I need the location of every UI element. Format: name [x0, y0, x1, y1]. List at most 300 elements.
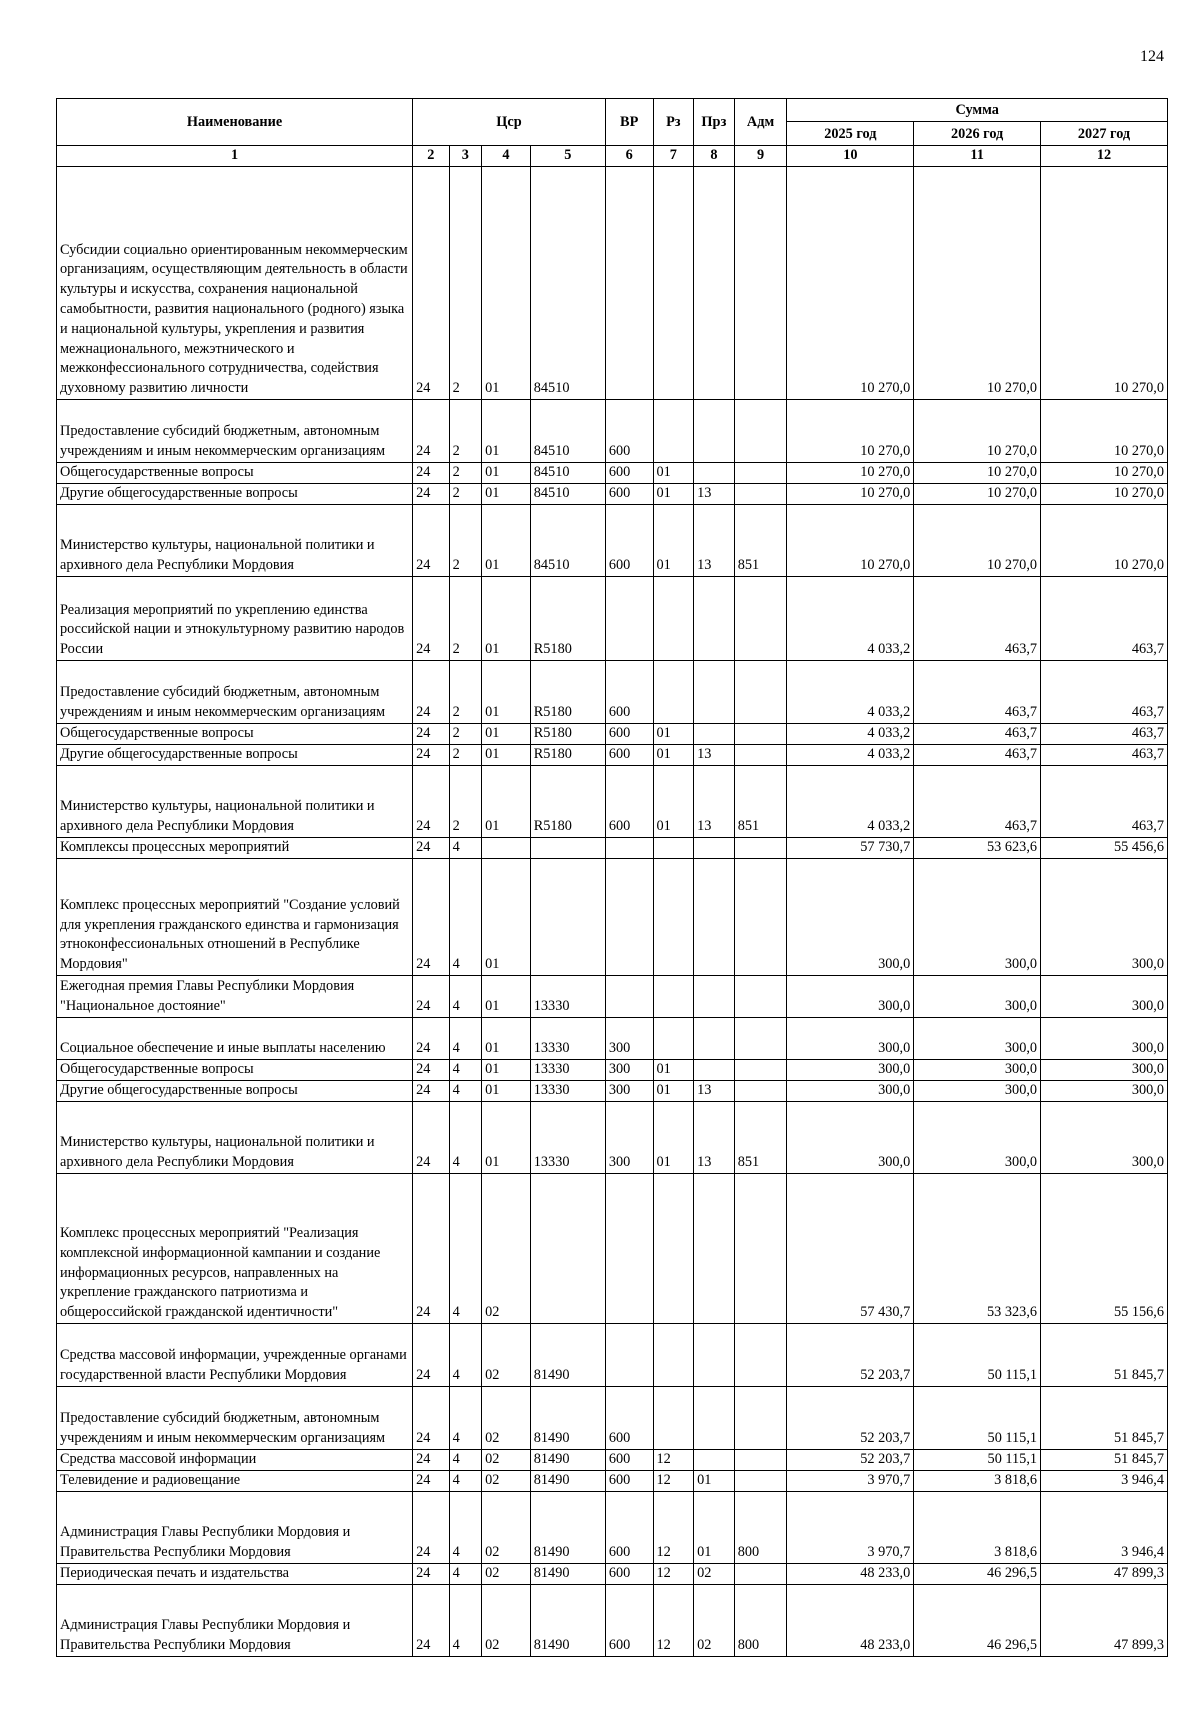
- csr-code-4: 01: [482, 484, 531, 505]
- csr-code-3: 4: [449, 1060, 481, 1081]
- csr-code-2: 24: [413, 1081, 450, 1102]
- csr-code-5: 81490: [530, 1450, 605, 1471]
- csr-code-4: 01: [482, 724, 531, 745]
- adm-code: 800: [734, 1492, 787, 1564]
- csr-code-5: 81490: [530, 1387, 605, 1450]
- csr-code-3: 2: [449, 167, 481, 400]
- adm-code: [734, 859, 787, 976]
- vr-code: 600: [605, 766, 653, 838]
- csr-code-4: 02: [482, 1450, 531, 1471]
- prz-code: [694, 976, 735, 1018]
- csr-code-3: 2: [449, 724, 481, 745]
- table-row: [57, 577, 1168, 661]
- amount-2026: 463,7: [914, 745, 1041, 766]
- amount-2025: 300,0: [787, 859, 914, 976]
- amount-2027: 3 946,4: [1041, 1471, 1168, 1492]
- amount-2026: 300,0: [914, 859, 1041, 976]
- amount-2025: 10 270,0: [787, 484, 914, 505]
- rz-code: [653, 859, 694, 976]
- prz-code: 02: [694, 1564, 735, 1585]
- adm-code: [734, 167, 787, 400]
- row-name: Общегосударственные вопросы: [57, 1060, 413, 1081]
- table-row: [57, 1081, 1168, 1102]
- amount-2027: 10 270,0: [1041, 505, 1168, 577]
- row-name: Реализация мероприятий по укреплению единства российской нации и этнокультурному развитию народов России: [57, 577, 413, 661]
- prz-code: 13: [694, 484, 735, 505]
- csr-code-3: 2: [449, 484, 481, 505]
- vr-code: 600: [605, 724, 653, 745]
- amount-2025: 48 233,0: [787, 1585, 914, 1657]
- adm-code: [734, 661, 787, 724]
- adm-code: [734, 400, 787, 463]
- table-row: [57, 463, 1168, 484]
- amount-2027: 10 270,0: [1041, 167, 1168, 400]
- csr-code-4: 01: [482, 577, 531, 661]
- csr-code-5: [530, 838, 605, 859]
- csr-code-3: 4: [449, 1585, 481, 1657]
- row-name: Министерство культуры, национальной политики и архивного дела Республики Мордовия: [57, 1102, 413, 1174]
- column-number: 11: [914, 146, 1041, 167]
- row-name: Телевидение и радиовещание: [57, 1471, 413, 1492]
- csr-code-2: 24: [413, 463, 450, 484]
- adm-code: [734, 724, 787, 745]
- csr-code-4: 02: [482, 1564, 531, 1585]
- csr-code-5: R5180: [530, 577, 605, 661]
- csr-code-2: 24: [413, 1450, 450, 1471]
- csr-code-3: 2: [449, 766, 481, 838]
- vr-code: [605, 859, 653, 976]
- column-number: 7: [653, 146, 694, 167]
- vr-code: 300: [605, 1018, 653, 1060]
- amount-2027: 300,0: [1041, 1081, 1168, 1102]
- csr-code-5: 84510: [530, 167, 605, 400]
- rz-code: 01: [653, 463, 694, 484]
- csr-code-5: [530, 1174, 605, 1324]
- amount-2026: 300,0: [914, 976, 1041, 1018]
- prz-code: 02: [694, 1585, 735, 1657]
- vr-code: 300: [605, 1102, 653, 1174]
- vr-code: [605, 1174, 653, 1324]
- row-name: Периодическая печать и издательства: [57, 1564, 413, 1585]
- amount-2025: 4 033,2: [787, 766, 914, 838]
- adm-code: 851: [734, 1102, 787, 1174]
- amount-2025: 10 270,0: [787, 400, 914, 463]
- table-row: [57, 766, 1168, 838]
- table-row: [57, 1174, 1168, 1324]
- amount-2026: 46 296,5: [914, 1564, 1041, 1585]
- csr-code-5: 81490: [530, 1492, 605, 1564]
- vr-code: 600: [605, 1564, 653, 1585]
- header-adm: Адм: [734, 99, 787, 146]
- csr-code-5: [530, 859, 605, 976]
- csr-code-3: 4: [449, 1018, 481, 1060]
- rz-code: [653, 838, 694, 859]
- csr-code-3: 2: [449, 661, 481, 724]
- column-number: 8: [694, 146, 735, 167]
- header-prz: Прз: [694, 99, 735, 146]
- amount-2027: 55 156,6: [1041, 1174, 1168, 1324]
- prz-code: [694, 724, 735, 745]
- csr-code-2: 24: [413, 976, 450, 1018]
- row-name: Комплексы процессных мероприятий: [57, 838, 413, 859]
- vr-code: [605, 838, 653, 859]
- prz-code: [694, 661, 735, 724]
- amount-2027: 51 845,7: [1041, 1324, 1168, 1387]
- csr-code-3: 4: [449, 859, 481, 976]
- csr-code-4: 01: [482, 1018, 531, 1060]
- amount-2025: 3 970,7: [787, 1471, 914, 1492]
- amount-2027: 47 899,3: [1041, 1564, 1168, 1585]
- csr-code-2: 24: [413, 1492, 450, 1564]
- amount-2026: 10 270,0: [914, 505, 1041, 577]
- table-row: [57, 838, 1168, 859]
- rz-code: [653, 400, 694, 463]
- amount-2027: 463,7: [1041, 577, 1168, 661]
- amount-2025: 3 970,7: [787, 1492, 914, 1564]
- adm-code: [734, 463, 787, 484]
- amount-2025: 10 270,0: [787, 505, 914, 577]
- csr-code-2: 24: [413, 1102, 450, 1174]
- amount-2025: 10 270,0: [787, 463, 914, 484]
- rz-code: 01: [653, 1081, 694, 1102]
- amount-2027: 47 899,3: [1041, 1585, 1168, 1657]
- amount-2027: 10 270,0: [1041, 400, 1168, 463]
- vr-code: 600: [605, 505, 653, 577]
- adm-code: [734, 976, 787, 1018]
- header-year-2027: 2027 год: [1041, 122, 1168, 146]
- csr-code-3: 4: [449, 1564, 481, 1585]
- table-row: [57, 1450, 1168, 1471]
- header-sum: Сумма: [787, 99, 1168, 122]
- rz-code: 12: [653, 1471, 694, 1492]
- csr-code-5: 81490: [530, 1471, 605, 1492]
- prz-code: [694, 1450, 735, 1471]
- csr-code-3: 2: [449, 745, 481, 766]
- csr-code-5: R5180: [530, 766, 605, 838]
- rz-code: 01: [653, 745, 694, 766]
- prz-code: [694, 1387, 735, 1450]
- amount-2025: 52 203,7: [787, 1387, 914, 1450]
- csr-code-2: 24: [413, 167, 450, 400]
- csr-code-2: 24: [413, 766, 450, 838]
- header-csr: Цср: [413, 99, 606, 146]
- adm-code: [734, 1324, 787, 1387]
- table-row: [57, 1387, 1168, 1450]
- amount-2026: 300,0: [914, 1060, 1041, 1081]
- prz-code: 01: [694, 1471, 735, 1492]
- amount-2025: 52 203,7: [787, 1324, 914, 1387]
- header-year-2025: 2025 год: [787, 122, 914, 146]
- table-row: [57, 1102, 1168, 1174]
- header-rz: Рз: [653, 99, 694, 146]
- csr-code-5: 84510: [530, 505, 605, 577]
- prz-code: [694, 859, 735, 976]
- csr-code-3: 2: [449, 577, 481, 661]
- vr-code: 600: [605, 1471, 653, 1492]
- adm-code: [734, 745, 787, 766]
- csr-code-3: 4: [449, 1387, 481, 1450]
- row-name: Предоставление субсидий бюджетным, автономным учреждениям и иным некоммерческим организациям: [57, 400, 413, 463]
- vr-code: 300: [605, 1081, 653, 1102]
- amount-2026: 3 818,6: [914, 1471, 1041, 1492]
- amount-2025: 300,0: [787, 1018, 914, 1060]
- column-number: 5: [530, 146, 605, 167]
- row-name: Предоставление субсидий бюджетным, автономным учреждениям и иным некоммерческим организациям: [57, 661, 413, 724]
- column-number: 1: [57, 146, 413, 167]
- csr-code-5: 84510: [530, 484, 605, 505]
- row-name: Комплекс процессных мероприятий "Реализация комплексной информационной кампании и создание информационных ресурсов, направленных на укрепление гражданского патриотизма и общероссийской гражданской идентичности": [57, 1174, 413, 1324]
- rz-code: 12: [653, 1450, 694, 1471]
- amount-2027: 300,0: [1041, 1018, 1168, 1060]
- prz-code: [694, 400, 735, 463]
- csr-code-3: 4: [449, 838, 481, 859]
- prz-code: 13: [694, 1081, 735, 1102]
- row-name: Администрация Главы Республики Мордовия и Правительства Республики Мордовия: [57, 1585, 413, 1657]
- amount-2027: 10 270,0: [1041, 463, 1168, 484]
- amount-2027: 51 845,7: [1041, 1387, 1168, 1450]
- amount-2027: 463,7: [1041, 745, 1168, 766]
- csr-code-4: 02: [482, 1585, 531, 1657]
- prz-code: 01: [694, 1492, 735, 1564]
- amount-2025: 57 430,7: [787, 1174, 914, 1324]
- csr-code-3: 4: [449, 1324, 481, 1387]
- csr-code-2: 24: [413, 577, 450, 661]
- adm-code: [734, 484, 787, 505]
- vr-code: [605, 1324, 653, 1387]
- csr-code-3: 2: [449, 400, 481, 463]
- amount-2025: 48 233,0: [787, 1564, 914, 1585]
- csr-code-2: 24: [413, 661, 450, 724]
- budget-table: [56, 98, 1168, 1657]
- csr-code-5: 13330: [530, 1081, 605, 1102]
- adm-code: [734, 838, 787, 859]
- csr-code-2: 24: [413, 1174, 450, 1324]
- rz-code: 12: [653, 1585, 694, 1657]
- row-name: Средства массовой информации, учрежденные органами государственной власти Республики Мордовия: [57, 1324, 413, 1387]
- table-row: [57, 505, 1168, 577]
- rz-code: 12: [653, 1564, 694, 1585]
- csr-code-3: 4: [449, 1081, 481, 1102]
- prz-code: 13: [694, 1102, 735, 1174]
- prz-code: [694, 577, 735, 661]
- adm-code: [734, 1018, 787, 1060]
- amount-2026: 53 623,6: [914, 838, 1041, 859]
- amount-2027: 300,0: [1041, 976, 1168, 1018]
- csr-code-4: 02: [482, 1471, 531, 1492]
- row-name: Ежегодная премия Главы Республики Мордовия "Национальное достояние": [57, 976, 413, 1018]
- amount-2026: 10 270,0: [914, 463, 1041, 484]
- csr-code-4: 01: [482, 661, 531, 724]
- csr-code-5: R5180: [530, 661, 605, 724]
- rz-code: 01: [653, 724, 694, 745]
- rz-code: 01: [653, 1060, 694, 1081]
- csr-code-5: 84510: [530, 400, 605, 463]
- adm-code: [734, 1564, 787, 1585]
- amount-2026: 50 115,1: [914, 1450, 1041, 1471]
- amount-2027: 300,0: [1041, 859, 1168, 976]
- amount-2025: 4 033,2: [787, 577, 914, 661]
- table-row: [57, 724, 1168, 745]
- prz-code: 13: [694, 505, 735, 577]
- csr-code-4: 02: [482, 1492, 531, 1564]
- row-name: Социальное обеспечение и иные выплаты населению: [57, 1018, 413, 1060]
- row-name: Предоставление субсидий бюджетным, автономным учреждениям и иным некоммерческим организациям: [57, 1387, 413, 1450]
- amount-2027: 51 845,7: [1041, 1450, 1168, 1471]
- adm-code: 851: [734, 766, 787, 838]
- row-name: Министерство культуры, национальной политики и архивного дела Республики Мордовия: [57, 766, 413, 838]
- table-row: [57, 976, 1168, 1018]
- adm-code: [734, 1081, 787, 1102]
- amount-2026: 463,7: [914, 661, 1041, 724]
- amount-2026: 50 115,1: [914, 1387, 1041, 1450]
- adm-code: 851: [734, 505, 787, 577]
- csr-code-2: 24: [413, 484, 450, 505]
- table-body: [57, 167, 1168, 1657]
- table-row: [57, 484, 1168, 505]
- csr-code-2: 24: [413, 505, 450, 577]
- csr-code-2: 24: [413, 400, 450, 463]
- rz-code: 01: [653, 1102, 694, 1174]
- prz-code: 13: [694, 766, 735, 838]
- table-row: [57, 859, 1168, 976]
- table-row: [57, 1564, 1168, 1585]
- amount-2026: 300,0: [914, 1018, 1041, 1060]
- csr-code-3: 4: [449, 976, 481, 1018]
- csr-code-2: 24: [413, 1018, 450, 1060]
- csr-code-5: 13330: [530, 1060, 605, 1081]
- csr-code-4: 01: [482, 1102, 531, 1174]
- csr-code-4: 02: [482, 1387, 531, 1450]
- prz-code: [694, 1324, 735, 1387]
- csr-code-2: 24: [413, 1585, 450, 1657]
- amount-2026: 463,7: [914, 766, 1041, 838]
- amount-2026: 10 270,0: [914, 400, 1041, 463]
- table-row: [57, 661, 1168, 724]
- rz-code: 01: [653, 505, 694, 577]
- column-number: 3: [449, 146, 481, 167]
- vr-code: 600: [605, 1387, 653, 1450]
- column-number-row: [57, 146, 1168, 167]
- table-row: [57, 1471, 1168, 1492]
- row-name: Субсидии социально ориентированным некоммерческим организациям, осуществляющим деятельность в области культуры и искусства, сохранения национальной самобытности, развития национального (родного) языка и национальной культуры, укрепления и развития межнационального, межэтнического и межконфессионального сотрудничества, содействия духовному развитию личности: [57, 167, 413, 400]
- vr-code: 600: [605, 661, 653, 724]
- prz-code: [694, 838, 735, 859]
- csr-code-3: 2: [449, 505, 481, 577]
- amount-2027: 3 946,4: [1041, 1492, 1168, 1564]
- table-row: [57, 1492, 1168, 1564]
- amount-2027: 463,7: [1041, 724, 1168, 745]
- prz-code: 13: [694, 745, 735, 766]
- adm-code: [734, 1450, 787, 1471]
- csr-code-5: 81490: [530, 1564, 605, 1585]
- amount-2027: 10 270,0: [1041, 484, 1168, 505]
- amount-2027: 463,7: [1041, 661, 1168, 724]
- amount-2025: 52 203,7: [787, 1450, 914, 1471]
- adm-code: [734, 577, 787, 661]
- column-number: 6: [605, 146, 653, 167]
- csr-code-5: 84510: [530, 463, 605, 484]
- csr-code-3: 4: [449, 1174, 481, 1324]
- rz-code: [653, 661, 694, 724]
- rz-code: [653, 1324, 694, 1387]
- csr-code-5: 13330: [530, 1018, 605, 1060]
- table-row: [57, 745, 1168, 766]
- rz-code: [653, 1174, 694, 1324]
- row-name: Общегосударственные вопросы: [57, 724, 413, 745]
- csr-code-4: 01: [482, 167, 531, 400]
- vr-code: 600: [605, 745, 653, 766]
- csr-code-4: 01: [482, 859, 531, 976]
- rz-code: 12: [653, 1492, 694, 1564]
- csr-code-3: 4: [449, 1492, 481, 1564]
- amount-2026: 463,7: [914, 577, 1041, 661]
- vr-code: 600: [605, 1450, 653, 1471]
- rz-code: 01: [653, 766, 694, 838]
- table-row: [57, 1324, 1168, 1387]
- amount-2026: 3 818,6: [914, 1492, 1041, 1564]
- rz-code: [653, 167, 694, 400]
- row-name: Средства массовой информации: [57, 1450, 413, 1471]
- csr-code-4: 02: [482, 1324, 531, 1387]
- csr-code-4: 01: [482, 745, 531, 766]
- column-number: 12: [1041, 146, 1168, 167]
- amount-2026: 53 323,6: [914, 1174, 1041, 1324]
- row-name: Администрация Главы Республики Мордовия и Правительства Республики Мордовия: [57, 1492, 413, 1564]
- amount-2025: 57 730,7: [787, 838, 914, 859]
- amount-2027: 55 456,6: [1041, 838, 1168, 859]
- prz-code: [694, 1060, 735, 1081]
- amount-2026: 10 270,0: [914, 484, 1041, 505]
- adm-code: [734, 1471, 787, 1492]
- table-row: [57, 1585, 1168, 1657]
- row-name: Другие общегосударственные вопросы: [57, 1081, 413, 1102]
- csr-code-2: 24: [413, 1564, 450, 1585]
- amount-2025: 300,0: [787, 976, 914, 1018]
- table-row: [57, 400, 1168, 463]
- amount-2026: 463,7: [914, 724, 1041, 745]
- amount-2025: 4 033,2: [787, 745, 914, 766]
- column-number: 10: [787, 146, 914, 167]
- csr-code-5: R5180: [530, 745, 605, 766]
- column-number: 9: [734, 146, 787, 167]
- vr-code: 600: [605, 484, 653, 505]
- amount-2027: 463,7: [1041, 766, 1168, 838]
- amount-2025: 10 270,0: [787, 167, 914, 400]
- rz-code: 01: [653, 484, 694, 505]
- csr-code-4: 01: [482, 766, 531, 838]
- csr-code-3: 4: [449, 1471, 481, 1492]
- table-row: [57, 1060, 1168, 1081]
- csr-code-3: 2: [449, 463, 481, 484]
- csr-code-5: 81490: [530, 1585, 605, 1657]
- amount-2025: 300,0: [787, 1102, 914, 1174]
- rz-code: [653, 1387, 694, 1450]
- vr-code: 600: [605, 463, 653, 484]
- csr-code-4: 01: [482, 976, 531, 1018]
- csr-code-2: 24: [413, 1060, 450, 1081]
- vr-code: [605, 976, 653, 1018]
- rz-code: [653, 976, 694, 1018]
- csr-code-2: 24: [413, 724, 450, 745]
- vr-code: 300: [605, 1060, 653, 1081]
- csr-code-4: 01: [482, 463, 531, 484]
- csr-code-4: 02: [482, 1174, 531, 1324]
- amount-2026: 46 296,5: [914, 1585, 1041, 1657]
- prz-code: [694, 1174, 735, 1324]
- csr-code-2: 24: [413, 1471, 450, 1492]
- row-name: Министерство культуры, национальной политики и архивного дела Республики Мордовия: [57, 505, 413, 577]
- vr-code: 600: [605, 400, 653, 463]
